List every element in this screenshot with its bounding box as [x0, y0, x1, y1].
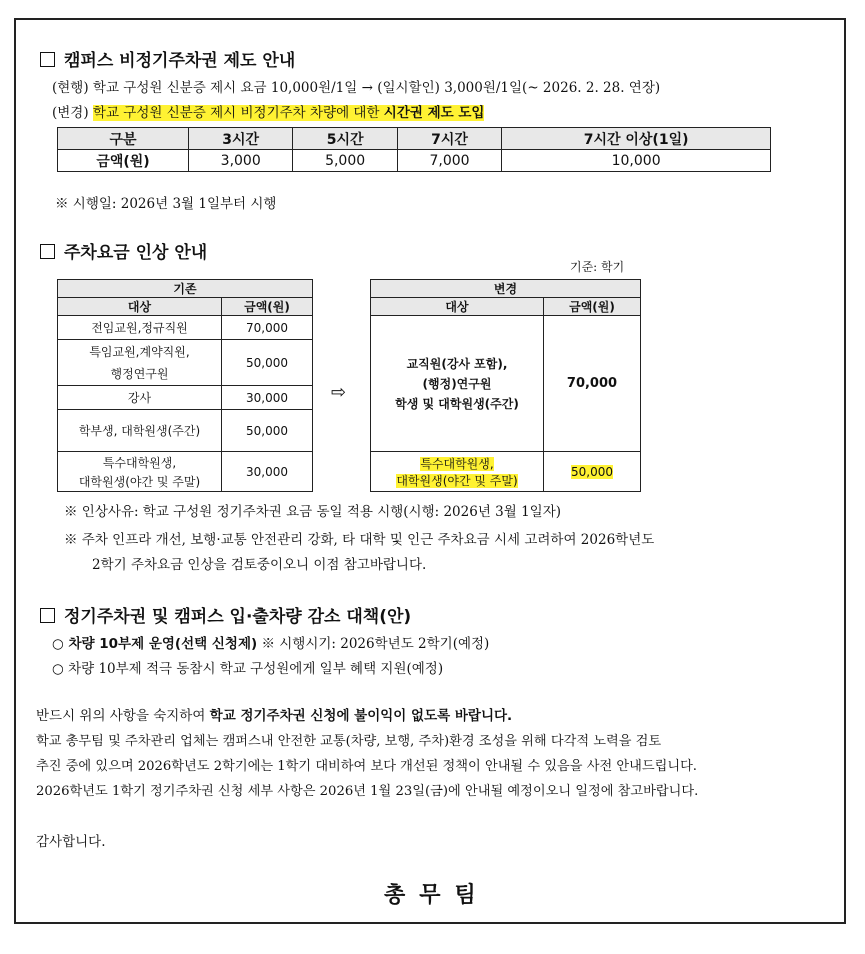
review-note-line2: 2학기 주차요금 인상을 검토중이오니 이점 참고바랍니다. — [92, 557, 427, 573]
table-cell — [371, 316, 544, 452]
table-header: 5시간 — [293, 128, 397, 150]
cell-line: (행정)연구원 — [422, 376, 492, 391]
closing-line-2: 학교 총무팀 및 주차관리 업체는 캠퍼스내 안전한 교통(차량, 보행, 주차)환경 조성을 위해 다각적 노력을 검토 — [36, 734, 662, 749]
table-header: 대상 — [58, 298, 222, 316]
signature-team: 총무팀 — [384, 882, 490, 908]
plan-item-1 — [52, 632, 489, 652]
row-label: 금액(원) — [58, 150, 189, 172]
table-row — [58, 316, 313, 340]
cell-line: 행정연구원 — [110, 367, 169, 381]
checkbox-square-icon — [40, 52, 55, 67]
current-fee-line: (현행) 학교 구성원 신분증 제시 요금 10,000원/1일 → (일시할인) 3,000원/1일(~ 2026. 2. 28. 연장) — [52, 80, 661, 96]
right-arrow-icon: ⇨ — [331, 382, 347, 403]
section1-title: 캠퍼스 비정기주차권 제도 안내 — [64, 51, 296, 71]
review-note-line1: ※ 주차 인프라 개선, 보행·교통 안전관리 강화, 타 대학 및 인근 주차요금 시세 고려하여 2026학년도 — [64, 532, 655, 548]
table-header: 7시간 이상(1일) — [502, 128, 771, 150]
closing-line-1 — [36, 704, 512, 724]
table-cell — [58, 340, 222, 386]
change-prefix: (변경) — [52, 105, 93, 121]
closing-bold: 학교 정기주차권 신청에 불이익이 없도록 바랍니다. — [209, 708, 513, 724]
section3-heading — [40, 602, 411, 627]
table-cell: 학부생, 대학원생(주간) — [58, 410, 222, 452]
table-row — [58, 150, 771, 172]
table-row — [371, 452, 641, 492]
table-cell: 전임교원,정규직원 — [58, 316, 222, 340]
checkbox-square-icon — [40, 244, 55, 259]
table-row — [58, 340, 313, 386]
table-cell: 70,000 — [544, 316, 641, 452]
section1-heading — [40, 46, 295, 71]
table-row — [58, 452, 313, 492]
basis-label: 기준: 학기 — [570, 260, 625, 274]
change-line — [52, 101, 484, 121]
table-cell — [544, 452, 641, 492]
table-cell: 70,000 — [222, 316, 313, 340]
cell-line: 학생 및 대학원생(주간) — [395, 396, 519, 411]
new-table-title: 변경 — [371, 280, 641, 298]
section2-heading — [40, 238, 207, 263]
cell-line: 특수대학원생, — [420, 456, 494, 471]
old-fee-table — [57, 279, 313, 492]
table-row — [371, 316, 641, 452]
plan-item-1-rest: ※ 시행시기: 2026학년도 2학기(예정) — [257, 636, 490, 652]
closing-line-3: 추진 중에 있으며 2026학년도 2학기에는 1학기 대비하여 보다 개선된 정책이 안내될 수 있음을 사전 안내드립니다. — [36, 759, 697, 774]
closing-line-4: 2026학년도 1학기 정기주차권 신청 세부 사항은 2026년 1월 23일(금)에 안내될 예정이오니 일정에 참고바랍니다. — [36, 784, 699, 799]
table-cell: 30,000 — [222, 452, 313, 492]
table-header: 3시간 — [189, 128, 293, 150]
new-fee-table — [370, 279, 641, 492]
table-cell: 50,000 — [222, 340, 313, 386]
old-table-title: 기존 — [58, 280, 313, 298]
table-header-row — [58, 128, 771, 150]
table-cell: 7,000 — [397, 150, 501, 172]
section2-title: 주차요금 인상 안내 — [64, 243, 208, 263]
plan-item-1-bold: ○ 차량 10부제 운영(선택 신청제) — [52, 636, 258, 652]
change-highlight: 학교 구성원 신분증 제시 비정기주차 차량에 대한 — [92, 105, 384, 121]
cell-line: 교직원(강사 포함), — [406, 356, 508, 371]
change-bold: 시간권 제도 도입 — [383, 105, 485, 121]
raise-reason-note: ※ 인상사유: 학교 구성원 정기주차권 요금 동일 적용 시행(시행: 2026년 3월 1일자) — [64, 504, 562, 520]
section3-title: 정기주차권 및 캠퍼스 입·출차량 감소 대책(안) — [64, 607, 412, 627]
table-row — [58, 410, 313, 452]
thanks-text: 감사합니다. — [36, 834, 106, 850]
table-header: 금액(원) — [222, 298, 313, 316]
cell-line: 특수대학원생, — [102, 455, 177, 470]
table-cell: 3,000 — [189, 150, 293, 172]
cell-line: 대학원생(야간 및 주말) — [396, 473, 518, 488]
table-header: 구분 — [58, 128, 189, 150]
table-header: 7시간 — [397, 128, 501, 150]
table-cell: 50,000 — [222, 410, 313, 452]
closing-normal: 반드시 위의 사항을 숙지하여 — [36, 708, 210, 724]
checkbox-square-icon — [40, 608, 55, 623]
cell-line: 특임교원,계약직원, — [89, 345, 190, 359]
table-cell: 10,000 — [502, 150, 771, 172]
table-cell: 5,000 — [293, 150, 397, 172]
table-cell — [371, 452, 544, 492]
plan-item-2: ○ 차량 10부제 적극 동참시 학교 구성원에게 일부 혜택 지원(예정) — [52, 661, 444, 677]
table-header: 금액(원) — [544, 298, 641, 316]
table-cell: 강사 — [58, 386, 222, 410]
table-header: 대상 — [371, 298, 544, 316]
table-cell — [58, 452, 222, 492]
table-row — [58, 386, 313, 410]
highlighted-amount: 50,000 — [571, 464, 613, 479]
hourly-fee-table — [57, 127, 771, 172]
effective-date-note: ※ 시행일: 2026년 3월 1일부터 시행 — [55, 196, 277, 212]
cell-line: 대학원생(야간 및 주말) — [78, 474, 201, 489]
table-cell: 30,000 — [222, 386, 313, 410]
